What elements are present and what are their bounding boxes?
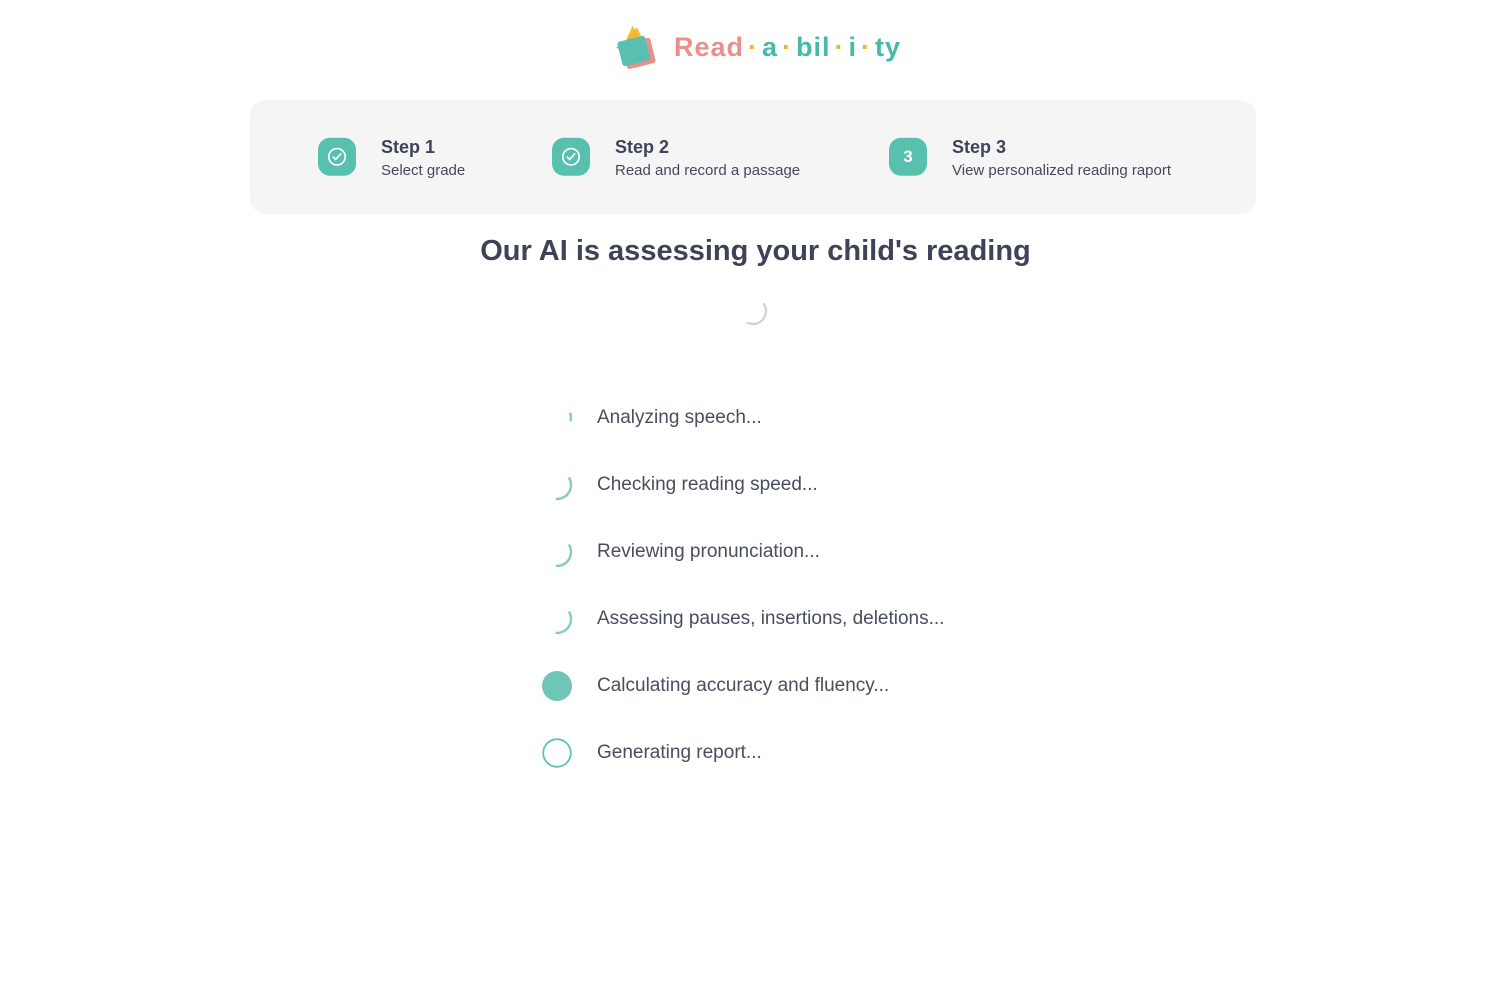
page-title: Our AI is assessing your child's reading [480,235,1031,267]
progress-stepper [250,100,1256,214]
task-filled-circle-icon [542,671,572,701]
wordmark-segment: bil [796,31,831,62]
step-1-text [381,136,465,179]
wordmark-dot: · [861,31,872,62]
readability-logo[interactable] [610,22,901,72]
task-spinner-arc-icon [542,403,572,433]
task-label: Calculating accuracy and fluency... [597,675,890,696]
step-2-badge [552,138,590,176]
task-label: Checking reading speed... [597,474,818,495]
step-title: Step 3 [952,136,1007,157]
task-outline-circle-icon [542,738,572,768]
check-circle-icon [559,145,583,169]
step-subtitle: Select grade [381,161,466,179]
task-row-pauses-insertions [542,604,944,634]
stepper-step-1 [318,136,465,179]
step-2-text [615,136,800,179]
task-row-accuracy-fluency [542,671,944,701]
task-spinner-arc-icon [542,604,572,634]
task-spinner-arc-icon [542,537,572,567]
task-label: Assessing pauses, insertions, deletions... [597,608,945,629]
app-header [0,22,1511,72]
wordmark-dot: · [747,31,758,62]
task-row-reading-speed [542,470,944,500]
step-1-badge [318,138,356,176]
step-subtitle: View personalized reading raport [952,161,1172,179]
stepper-step-3 [889,136,1171,179]
book-logo-icon [610,22,662,72]
step-3-text [952,136,1171,179]
task-label: Generating report... [597,742,762,763]
wordmark-segment: a [761,31,779,62]
loading-spinner-icon [738,296,768,326]
step-number: 3 [903,147,913,166]
wordmark-dot: · [782,31,793,62]
wordmark-segment: Read [673,31,744,62]
task-label: Reviewing pronunciation... [597,541,820,562]
stepper-step-2 [552,136,800,179]
readability-wordmark [674,32,901,63]
task-row-generating-report [542,738,944,768]
task-list [542,403,944,768]
wordmark-segment: i [848,31,858,62]
step-3-badge [889,138,927,176]
step-subtitle: Read and record a passage [615,161,801,179]
step-title: Step 1 [381,136,436,157]
step-title: Step 2 [615,136,670,157]
task-row-pronunciation [542,537,944,567]
task-spinner-arc-icon [542,470,572,500]
task-row-analyzing-speech [542,403,944,433]
wordmark-dot: · [834,31,845,62]
wordmark-segment: ty [875,31,902,62]
task-label: Analyzing speech... [597,407,762,428]
check-circle-icon [325,145,349,169]
